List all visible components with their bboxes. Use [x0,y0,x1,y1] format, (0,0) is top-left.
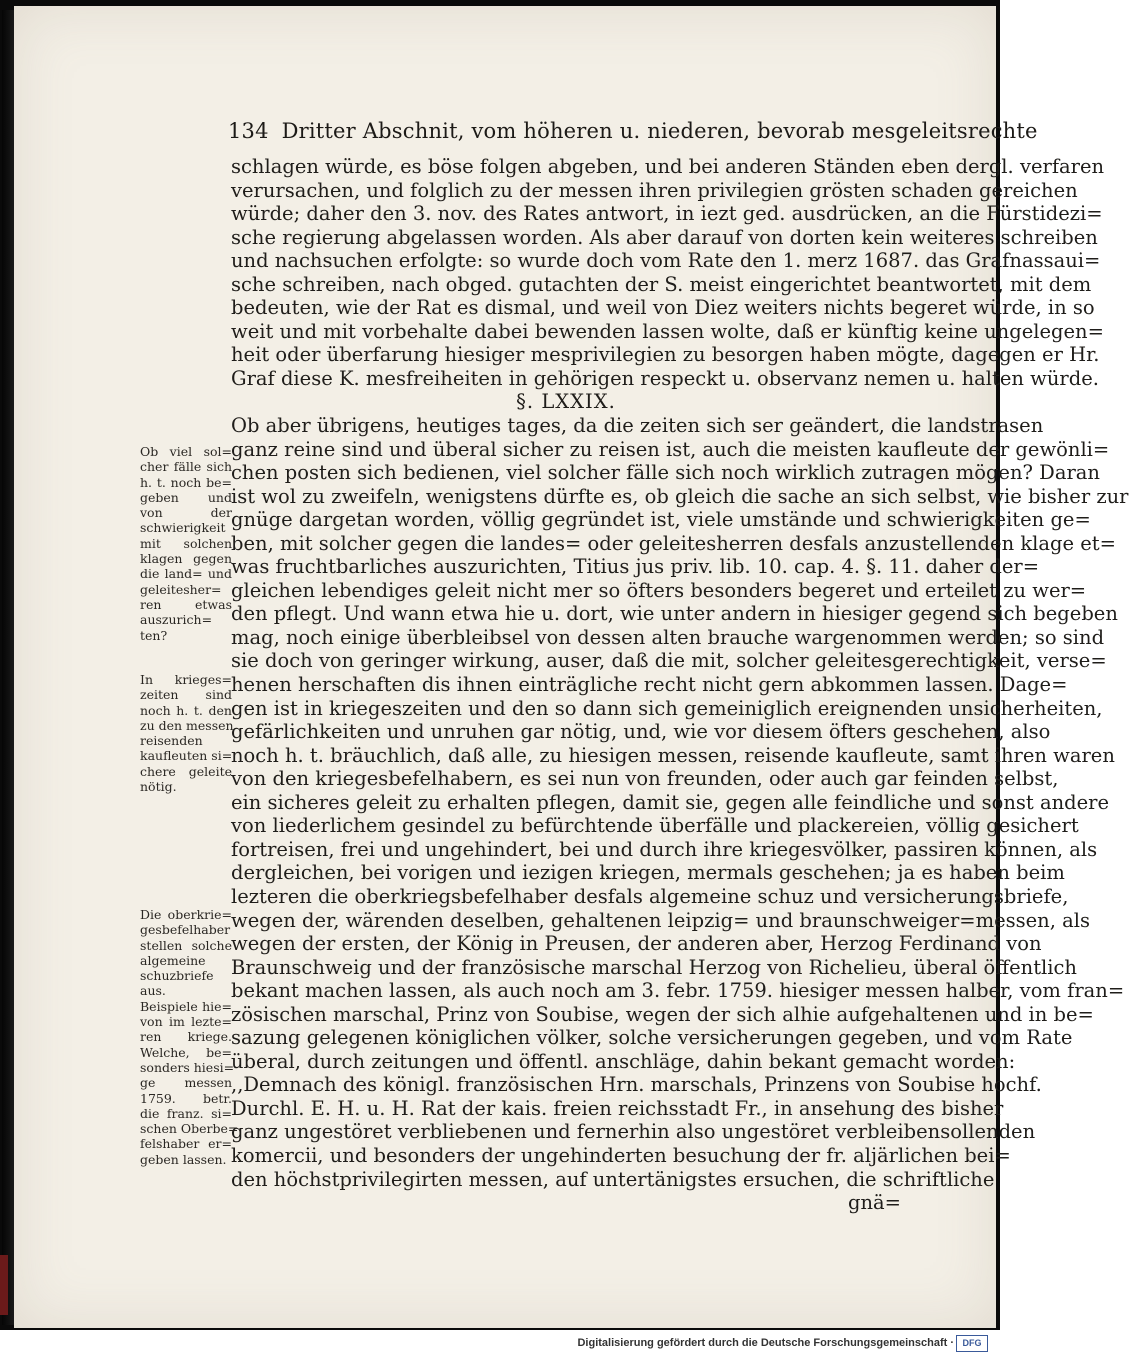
margin-note-line: reisenden [140,733,203,749]
margin-note-line: von der [140,505,232,521]
page-number: 134 [228,119,269,143]
text-line: ist wol zu zweifeln, wenigstens dürfte es, ob gleich die sache an sich selbst, wie bisher zur [231,484,1129,508]
text-line: den pflegt. Und wann etwa hie u. dort, wie unter andern in hiesiger gegend sich begeben [231,602,1118,626]
margin-note-line: zu den messen [140,717,234,733]
text-line: von liederlichem gesindel zu befürchtende überfälle und plackereien, völlig gesichert [231,814,1079,838]
text-line: henen herschaften dis ihnen einträgliche recht nicht gern abkommen lassen. Dage= [231,673,1068,697]
margin-note-line: gesbefelhaber [140,922,231,938]
text-line: bedeuten, wie der Rat es dismal, und weil von Diez weiters nichts begeret würde, in so [231,296,1095,320]
text-line: Braunschweig und der französische marschal Herzog von Richelieu, überal öffentlich [231,955,1077,979]
margin-note-line: geben lassen. [140,1151,227,1167]
footer-credit: Digitalisierung gefördert durch die Deutsche Forschungsgemeinschaft · [577,1337,954,1349]
margin-note-3 [140,907,239,1167]
text-line: lezteren die oberkriegsbefelhaber desfals algemeine schuz und versicherungsbriefe, [231,884,1069,908]
text-line: schlagen würde, es böse folgen abgeben, und bei anderen Ständen eben dergl. verfaren [231,155,1105,178]
margin-note-line: kaufleuten si= [140,748,233,764]
text-line: gefärlichkeiten und unruhen gar nötig, und, wie vor diesem öfters geschehen, also [231,720,1051,744]
text-line: chen posten sich bedienen, viel solcher fälle sich noch wirklich zutragen mögen? Daran [231,461,1100,485]
margin-note-line: Beispiele hie= [140,998,232,1014]
running-head-title: Dritter Abschnit, vom höheren u. niederen, bevorab mesgeleitsrechte [281,119,1038,143]
margin-note-line: sonders hiesi= [140,1059,235,1075]
margin-note-line: ren kriege. [140,1029,232,1045]
margin-note-line: zeiten sind [140,687,232,703]
margin-note-line: h. t. noch be= [140,474,232,490]
text-line: sazung gelegenen königlichen völker, solche versicherungen gegeben, und vom Rate [231,1026,1073,1050]
text-line: heit oder überfarung hiesiger mesprivilegien zu besorgen haben mögte, dagegen er Hr. [231,343,1100,367]
text-line: verursachen, und folglich zu der messen ihren privilegien grösten schaden gereichen [231,178,1078,202]
text-line: ,,Demnach des königl. französischen Hrn. marschals, Prinzens von Soubise hochf. [231,1073,1042,1097]
margin-note-line: In krieges= [140,672,232,687]
margin-note-line: mit solchen [140,535,232,551]
text-line: sche regierung abgelassen worden. Als aber darauf von dorten kein weiteres schreiben [231,225,1098,249]
text-line: gen ist in kriegeszeiten und den so dann sich gemeiniglich ereignenden unsicherheiten, [231,696,1103,720]
margin-note-line: geben und [140,489,232,505]
margin-note-line: 1759. betr. [140,1090,232,1106]
margin-note-line: geleitesher= [140,581,222,597]
body-text [231,155,1129,1215]
margin-note-line: schuzbriefe [140,968,214,984]
text-line: was fruchtbarliches auszurichten, Titius jus priv. lib. 10. cap. 4. §. 11. daher der= [231,555,1040,579]
text-line: weit und mit vorbehalte dabei bewenden lassen wolte, daß er künftig keine ungelegen= [231,319,1104,343]
margin-note-line: cher fälle sich [140,459,232,475]
text-line: sie doch von geringer wirkung, auser, daß die mit, solcher geleitesgerechtigkeit, verse= [231,649,1107,673]
text-line: überal, durch zeitungen und öffentl. anschläge, dahin bekant gemacht worden: [231,1049,1016,1073]
text-line: wegen der ersten, der König in Preusen, der anderen aber, Herzog Ferdinand von [231,932,1042,956]
text-line: komercii, und besonders der ungehinderten besuchung der fr. aljärlichen bei= [231,1143,1011,1167]
bookmark-ribbon [0,1255,8,1315]
margin-note-line: Welche, be= [140,1044,232,1060]
section-heading: §. LXXIX. [516,390,616,414]
margin-note-line: auszurich= [140,612,213,628]
margin-note-line: von im lezte= [140,1014,232,1030]
text-line: und nachsuchen erfolgte: so wurde doch vom Rate den 1. merz 1687. das Grafnassaui= [231,249,1101,273]
text-line: Graf diese K. mesfreiheiten in gehörigen respeckt u. observanz nemen u. halten würde. [231,366,1099,390]
text-line: gnä= [847,1191,901,1215]
text-line: sche schreiben, nach obged. gutachten der S. meist eingerichtet beantwortet, mit dem [231,272,1092,296]
margin-note-line: Ob viel sol= [140,444,232,459]
text-line: Ob aber übrigens, heutiges tages, da die zeiten sich ser geändert, die landstrasen [231,414,1044,438]
text-line: von den kriegesbefelhabern, es sei nun von freunden, oder auch gar feinden selbst, [231,767,1059,791]
text-line: den höchstprivilegirten messen, auf untertänigstes ersuchen, die schriftliche [231,1167,995,1191]
margin-note-line: klagen gegen [140,551,232,567]
margin-note-line: aus. [140,983,166,999]
text-line: wegen der, wärenden deselben, gehaltenen leipzig= und braunschweiger=messen, als [231,908,1091,932]
text-line: ein sicheres geleit zu erhalten pflegen, damit sie, gegen alle feindliche und sonst andere [231,790,1110,814]
margin-note-line: felshaber er= [140,1136,232,1152]
text-line: fortreisen, frei und ungehindert, bei und durch ihre kriegesvölker, passiren können, als [231,837,1098,861]
text-line: noch h. t. bräuchlich, daß alle, zu hiesigen messen, reisende kaufleute, samt ihren waren [231,743,1115,767]
text-line: ganz ungestöret verbliebenen und fernerhin also ungestöret verbleibensollenden [231,1120,1036,1144]
text-line: zösischen marschal, Prinz von Soubise, wegen der sich alhie aufgehaltenen und in be= [231,1002,1094,1026]
margin-note-line: chere geleite [140,763,232,779]
margin-note-line: Die oberkrie= [140,907,232,922]
book-edge [2,10,14,1325]
text-line: bekant machen lassen, als auch noch am 3. febr. 1759. hiesiger messen halber, vom fran= [231,979,1125,1003]
text-line: gleichen lebendiges geleit nicht mer so öfters besonders begeret und erteilet zu wer= [231,578,1087,602]
text-line: ben, mit solcher gegen die landes= oder geleitesherren desfals anzustellenden klage et= [231,531,1116,555]
margin-note-line: ren etwas [140,596,232,612]
margin-note-line: ten? [140,627,168,643]
margin-note-line: stellen solche [140,937,232,953]
margin-note-line: schen Oberbe= [140,1121,239,1137]
text-line: Durchl. E. H. u. H. Rat der kais. freien reichsstadt Fr., in ansehung des bisher [231,1096,1004,1120]
margin-note-line: die land= und [140,566,232,582]
margin-note-line: schwierigkeit [140,520,226,536]
running-head [228,119,1038,143]
margin-note-line: noch h. t. den [140,702,232,718]
text-line: dergleichen, bei vorigen und iezigen kriegen, mermals geschehen; ja es haben beim [231,861,1065,885]
margin-note-line: die franz. si= [140,1105,232,1121]
text-line: mag, noch einige überbleibsel von dessen alten brauche wargenommen werden; so sind [231,625,1105,649]
margin-note-1 [140,444,232,643]
margin-note-2 [140,672,232,794]
margin-note-line: nötig. [140,779,177,795]
text-line: gnüge dargetan worden, völlig gegründet ist, viele umstände und schwierigkeiten ge= [231,508,1091,532]
dfg-logo: DFG [956,1335,988,1352]
text-line: ganz reine sind und überal sicher zu reisen ist, auch die meisten kaufleute der gewönli= [231,437,1110,461]
margin-note-line: algemeine [140,952,206,968]
margin-note-line: ge messen [140,1075,232,1091]
text-line: würde; daher den 3. nov. des Rates antwort, in iezt ged. ausdrücken, an die Fürstidezi= [231,202,1103,226]
